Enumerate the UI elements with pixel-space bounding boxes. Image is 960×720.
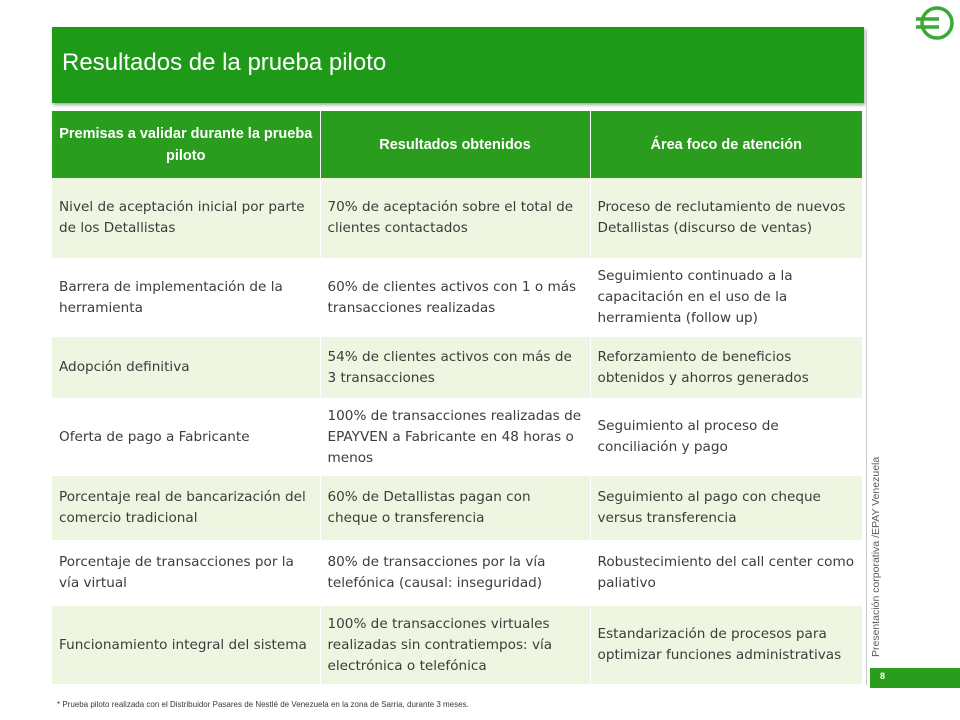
header-resultados: Resultados obtenidos bbox=[320, 111, 590, 178]
cell-premisa: Porcentaje real de bancarización del comercio tradicional bbox=[52, 476, 320, 540]
table-row bbox=[52, 398, 862, 476]
table-row bbox=[52, 606, 862, 684]
side-label: Presentación corporativa /EPAY Venezuela bbox=[870, 456, 882, 657]
table-row bbox=[52, 476, 862, 540]
cell-premisa: Funcionamiento integral del sistema bbox=[52, 606, 320, 684]
page-number-badge bbox=[870, 668, 960, 688]
cell-premisa: Porcentaje de transacciones por la vía virtual bbox=[52, 540, 320, 606]
cell-area: Seguimiento continuado a la capacitación en el uso de la herramienta (follow up) bbox=[590, 258, 862, 337]
cell-area: Proceso de reclutamiento de nuevos Detallistas (discurso de ventas) bbox=[590, 178, 862, 258]
cell-premisa: Oferta de pago a Fabricante bbox=[52, 398, 320, 476]
cell-resultado: 54% de clientes activos con más de 3 transacciones bbox=[320, 337, 590, 398]
table-row bbox=[52, 540, 862, 606]
cell-premisa: Barrera de implementación de la herramienta bbox=[52, 258, 320, 337]
cell-area: Reforzamiento de beneficios obtenidos y ahorros generados bbox=[590, 337, 862, 398]
cell-resultado: 60% de clientes activos con 1 o más transacciones realizadas bbox=[320, 258, 590, 337]
cell-premisa: Nivel de aceptación inicial por parte de los Detallistas bbox=[52, 178, 320, 258]
vertical-divider bbox=[866, 30, 867, 685]
cell-area: Robustecimiento del call center como paliativo bbox=[590, 540, 862, 606]
cell-area: Seguimiento al pago con cheque versus transferencia bbox=[590, 476, 862, 540]
page-title: Resultados de la prueba piloto bbox=[62, 49, 387, 76]
table-row bbox=[52, 337, 862, 398]
cell-resultado: 70% de aceptación sobre el total de clientes contactados bbox=[320, 178, 590, 258]
table-header-row bbox=[52, 111, 862, 178]
cell-resultado: 100% de transacciones virtuales realizadas sin contratiempos: vía electrónica o telefónica bbox=[320, 606, 590, 684]
title-banner bbox=[52, 27, 864, 103]
header-area-foco: Área foco de atención bbox=[590, 111, 862, 178]
table-row bbox=[52, 178, 862, 258]
footnote: * Prueba piloto realizada con el Distribuidor Pasares de Nestlé de Venezuela en la zona de Sarria, durante 3 meses. bbox=[57, 700, 469, 709]
page-number: 8 bbox=[880, 671, 886, 681]
results-table bbox=[52, 111, 862, 684]
cell-resultado: 60% de Detallistas pagan con cheque o transferencia bbox=[320, 476, 590, 540]
table-row bbox=[52, 258, 862, 337]
cell-resultado: 80% de transacciones por la vía telefónica (causal: inseguridad) bbox=[320, 540, 590, 606]
header-premisas: Premisas a validar durante la prueba piloto bbox=[52, 111, 320, 178]
cell-area: Seguimiento al proceso de conciliación y pago bbox=[590, 398, 862, 476]
cell-area: Estandarización de procesos para optimizar funciones administrativas bbox=[590, 606, 862, 684]
euro-coin-icon bbox=[912, 4, 956, 42]
cell-premisa: Adopción definitiva bbox=[52, 337, 320, 398]
cell-resultado: 100% de transacciones realizadas de EPAYVEN a Fabricante en 48 horas o menos bbox=[320, 398, 590, 476]
